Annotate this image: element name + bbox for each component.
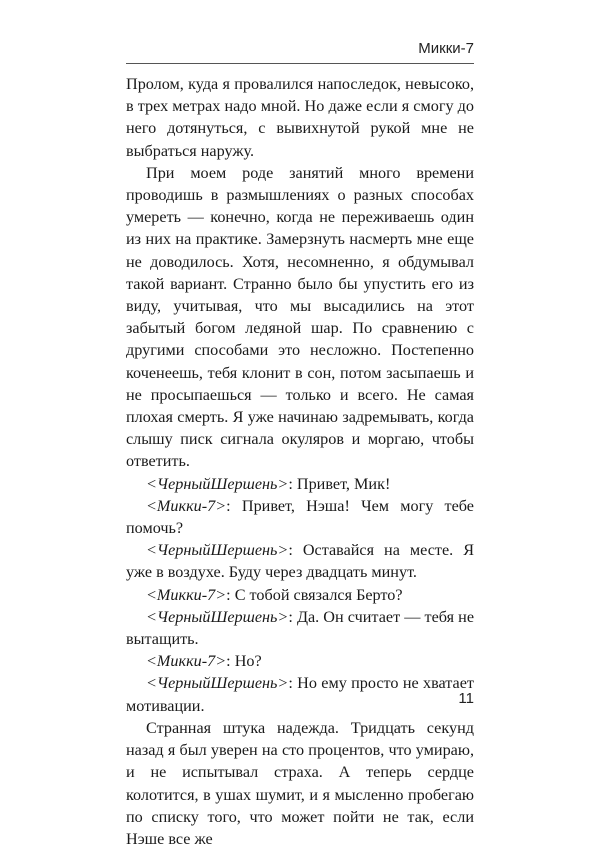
- header-rule: [126, 63, 474, 64]
- dialogue-line-1: [126, 473, 474, 495]
- paragraph-1: Пролом, куда я провалился напоследок, невысоко, в трех метрах надо мной. Но даже если я смогу до него дотянуться, с вывихнутой рукой мне не выбраться наружу.: [126, 75, 474, 160]
- body-text: [126, 73, 474, 850]
- dialogue-speaker: <Микки-7>: [146, 496, 227, 515]
- page-number: 11: [458, 690, 474, 707]
- dialogue-text: : Оставайся на месте. Я уже в воздухе. Буду через двадцать минут.: [126, 541, 474, 582]
- dialogue-line-3: [126, 539, 474, 583]
- dialogue-text: : Но ему просто не хватает мотивации.: [126, 674, 474, 715]
- dialogue-speaker: <Микки-7>: [146, 652, 227, 671]
- dialogue-text: : С тобой связался Берто?: [226, 585, 403, 604]
- running-title: Микки-7: [418, 40, 474, 57]
- dialogue-speaker: <Микки-7>: [146, 585, 227, 604]
- paragraph-closing: Странная штука надежда. Тридцать секунд назад я был уверен на сто процентов, что умираю, и не испытывал страха. А теперь сердце колотится, в ушах шумит, и я мысленно пробегаю по списку того, что может пойти не так, если Нэше все же: [126, 718, 474, 848]
- dialogue-text: : Но?: [226, 652, 262, 671]
- dialogue-speaker: <ЧерныйШершень>: [146, 474, 289, 493]
- dialogue-text: : Да. Он считает — тебя не вытащить.: [126, 607, 474, 649]
- dialogue-speaker: <ЧерныйШершень>: [146, 607, 289, 626]
- paragraph-2: При моем роде занятий много времени проводишь в размышлениях о разных способах умереть — конечно, когда не переживаешь один из них на практике. Замерзнуть насмерть мне еще не доводилось. Хотя, несомненно, я обдумывал такой вариант. Странно было бы упустить его из виду, учитывая, что мы высадились на этот забытый богом ледяной шар. По сравнению с другими способами это несложно. Постепенно коченеешь, тебя клонит в сон, потом засыпаешь и не просыпаешься — только и всего. Не самая плохая смерть. Я уже начинаю задремывать, когда слышу писк сигнала окуляров и моргаю, чтобы ответить.: [126, 163, 474, 471]
- dialogue-line-7: [126, 672, 474, 716]
- dialogue-line-6: [126, 650, 474, 672]
- dialogue-speaker: <ЧерныйШершень>: [146, 674, 289, 693]
- dialogue-line-5: [126, 606, 474, 650]
- dialogue-text: : Привет, Мик!: [288, 474, 391, 493]
- dialogue-speaker: <ЧерныйШершень>: [146, 541, 289, 560]
- dialogue-line-4: [126, 584, 474, 606]
- dialogue-text: : Привет, Нэша! Чем могу тебе помочь?: [126, 496, 474, 538]
- dialogue-line-2: [126, 495, 474, 539]
